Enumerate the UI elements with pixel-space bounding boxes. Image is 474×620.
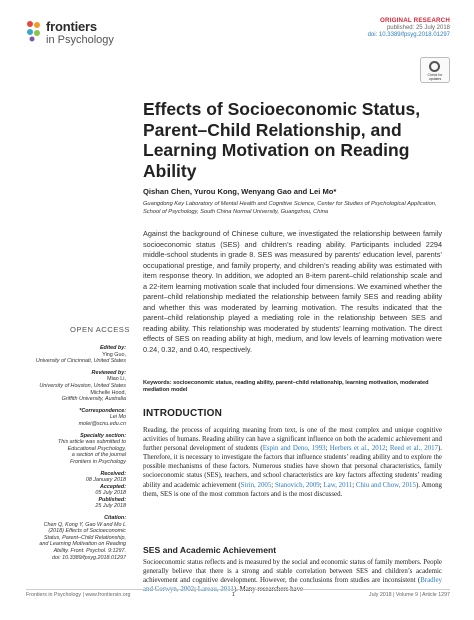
text-run: Socioeconomic status reflects and is measured by the social and economic status of family members. People generally believe that there is a strong and stable correlation between SES and children’s academic achievement and cognitive development. However, the conclusions from studies are inconsistent ( [143, 559, 442, 585]
logo-journal-name: in Psychology [46, 34, 114, 46]
citation-doi[interactable]: doi: 10.3389/fpsyg.2018.01297 [51, 554, 126, 561]
citation-block [16, 515, 126, 561]
reviewer-name[interactable]: Michelle Hood, [90, 389, 126, 396]
article-title: Effects of Socioeconomic Status, Parent–Child Relationship, and Learning Motivation on Reading Ability [143, 99, 421, 181]
text-run: ; [385, 445, 390, 453]
specialty-line: a section of the journal [71, 452, 126, 459]
reviewed-by-label: Reviewed by: [91, 369, 126, 376]
text-run: ; [194, 586, 198, 594]
logo-name: frontiers [46, 19, 97, 34]
citation-link[interactable]: Bradley and Corwyn, 2002 [143, 577, 442, 594]
section-heading-introduction: INTRODUCTION [143, 408, 223, 419]
citation-link[interactable]: Law, 2011 [323, 481, 353, 489]
open-access-label: OPEN ACCESS [70, 325, 130, 334]
introduction-paragraph [143, 426, 442, 499]
specialty-line: This article was submitted to [57, 439, 126, 446]
reviewer-affiliation: Griffith University, Australia [61, 396, 126, 403]
text-run: ; [325, 445, 330, 453]
refresh-icon [429, 61, 440, 72]
subsection-heading-ses: SES and Academic Achievement [143, 545, 277, 555]
reviewer-affiliation: University of Houston, United States [39, 382, 126, 389]
footer-volume: July 2018 | Volume 9 | Article 1297 [368, 592, 450, 598]
text-run: ; [352, 481, 356, 489]
dates-block [16, 471, 126, 511]
edited-by-label: Edited by: [99, 345, 126, 351]
text-run: ). Among them, SES is one of the most common factors and is the most discussed. [143, 481, 442, 498]
published-date: published: 25 July 2018 [386, 24, 450, 31]
citation-line: Status, Parent–Child Relationship, [43, 534, 126, 541]
citation-line: Chen Q, Kong Y, Gao W and Mo L [43, 521, 126, 528]
frontiers-logo[interactable] [26, 17, 136, 49]
check-for-updates-button[interactable] [420, 57, 450, 83]
published-date-sidebar: 25 July 2018 [95, 503, 126, 510]
received-label: Received: [100, 470, 126, 477]
keywords [143, 380, 442, 394]
citation-link[interactable]: Chiu and Chow, 2015 [355, 481, 416, 489]
edited-by-block [16, 345, 126, 365]
article-meta [368, 17, 450, 40]
citation-link[interactable]: Lareau, 2011 [197, 586, 234, 594]
check-updates-label: Check for updates [427, 73, 443, 81]
correspondence-block [16, 408, 126, 428]
received-date: 08 January 2018 [85, 477, 126, 484]
frontiers-logo-icon [26, 20, 42, 42]
accepted-date: 05 July 2018 [95, 490, 126, 497]
correspondence-name: Lei Mo [109, 414, 126, 421]
accepted-label: Accepted: [99, 483, 126, 490]
specialty-label: Specialty section: [80, 432, 126, 439]
article-sidebar [16, 345, 126, 566]
published-label: Published: [98, 496, 126, 503]
article-type: ORIGINAL RESEARCH [380, 17, 450, 24]
footer-divider [26, 589, 450, 590]
editor-affiliation: University of Cincinnati, United States [35, 358, 126, 365]
reviewed-by-block [16, 370, 126, 403]
citation-line: Ability. Front. Psychol. 9:1297. [53, 548, 126, 555]
text-run: ). Many researchers have [233, 586, 304, 594]
citation-link[interactable]: Espin and Deno, 1993 [262, 445, 326, 453]
text-run: Reading, the process of acquiring meaning from text, is one of the most complex and unique cognitive activities of humans. Reading ability can have a significant influence on both the academic achievement and further personal development of students ( [143, 427, 442, 453]
correspondence-email[interactable]: molei@scnu.edu.cn [78, 420, 126, 427]
footer-journal[interactable]: Frontiers in Psychology | www.frontiersin.org [26, 592, 131, 598]
text-run: ). Therefore, it is necessary to investigate the factors that influence students’ reading ability and to explore the possible mechanisms of these factors. Numerous studies have shown that personal characteristics, family socioeconomic status (SES), teachers, and school characteristics are key factors affecting students’ reading ability and academic achievement ( [143, 445, 443, 489]
text-run: ; [271, 481, 275, 489]
text-run: ; [319, 481, 324, 489]
abstract: Against the background of Chinese culture, we investigated the relationship between family socioeconomic status (SES) and children’s reading ability. Participants included 2294 middle-school students in grade 8. SES was measured by parents’ education level, parents’ occupational prestige, and family property, and children’s reading ability was estimated with item response theory. In addition, we adopted an 8-item parent–child relationship scale and a 22-item learning motivation scale that included four dimensions. We examined whether the parent–child relationship mediated the relationship between family SES and reading ability and whether this was moderated by learning motivation. The results indicated that the parent–child relationship played a mediating role in the relationship between SES and reading ability. This relationship was moderated by students’ learning motivation. The direct effects of SES on reading ability at high, medium, and low levels of learning motivation were 0.24, 0.32, and 0.40, respectively. [143, 229, 442, 354]
correspondence-label: *Correspondence: [79, 407, 126, 414]
citation-line: and Learning Motivation on Reading [39, 541, 126, 548]
citation-line: (2018) Effects of Socioeconomic [48, 528, 126, 535]
keywords-label: Keywords: [143, 380, 172, 386]
citation-label: Citation: [104, 515, 126, 522]
specialty-line: Educational Psychology, [67, 445, 126, 452]
specialty-line: Frontiers in Psychology [69, 458, 126, 465]
doi-link[interactable]: doi: 10.3389/fpsyg.2018.01297 [367, 32, 450, 38]
reviewer-name[interactable]: Miao Li, [107, 376, 126, 383]
page-number: 1 [232, 592, 235, 598]
citation-link[interactable]: Stanovich, 2009 [274, 481, 320, 489]
affiliation: Guangdong Key Laboratory of Mental Health and Cognitive Science, Center for Studies of Psychological Application, School of Psychology, South China Normal University, Guangzhou, China [143, 201, 437, 215]
citation-link[interactable]: Sirin, 2005 [240, 481, 272, 489]
specialty-block [16, 433, 126, 466]
citation-link[interactable]: Reed et al., 2017 [389, 445, 438, 453]
authors: Qishan Chen, Yurou Kong, Wenyang Gao and Lei Mo* [143, 187, 337, 196]
editor-name[interactable]: Ying Guo, [102, 351, 126, 358]
citation-link[interactable]: Herbers et al., 2012 [329, 445, 386, 453]
keywords-text: socioeconomic status, reading ability, parent–child relationship, learning motivation, moderated mediation model [143, 380, 429, 394]
